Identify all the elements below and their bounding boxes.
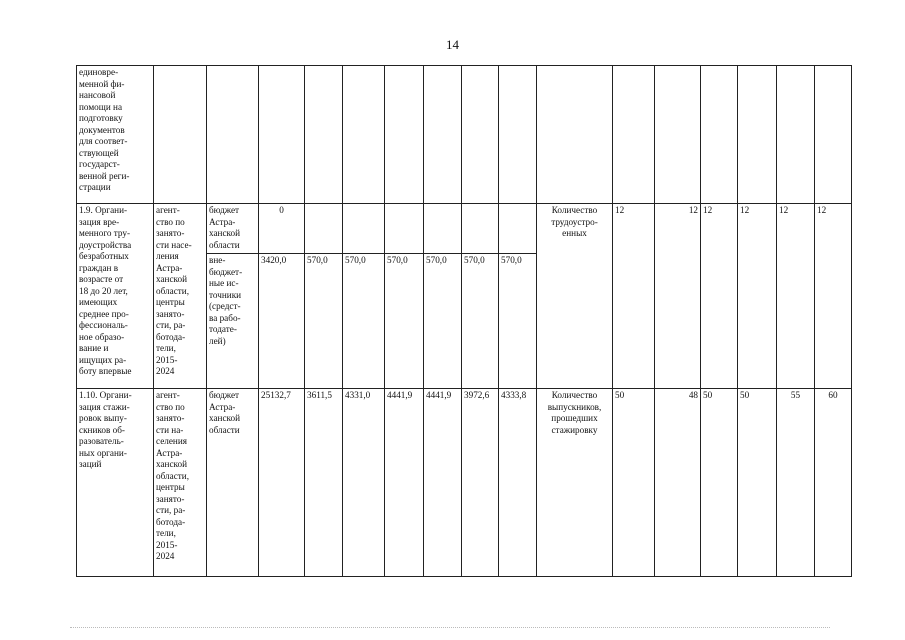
value-cell: 570,0 [462, 254, 499, 389]
value-cell [343, 204, 385, 254]
empty-cell [305, 66, 343, 204]
funding-source-cell: вне- бюджет- ные ис- точники (средст- ва рабо- тодате- лей) [207, 254, 259, 389]
value-cell: 25132,7 [259, 389, 305, 577]
activity-cell: 1.10. Органи- зация стажи- ровок выпу- скников об- разователь- ных органи- заций [77, 389, 154, 577]
indicator-value-cell: 50 [738, 389, 777, 577]
indicator-value-cell: 50 [701, 389, 738, 577]
executor-cell: агент- ство по занято- сти насе- ления Астра- ханской области, центры занято- сти, ра- ботода- тели, 2015- 2024 [154, 204, 207, 389]
empty-cell [815, 66, 852, 204]
page-number: 14 [446, 37, 459, 52]
indicator-value-cell: 48 [655, 389, 701, 577]
empty-cell [385, 66, 424, 204]
value-cell: 3972,6 [462, 389, 499, 577]
indicator-cell: Количество выпускников, прошедших стажировку [537, 389, 613, 577]
indicator-value-cell: 60 [815, 389, 852, 577]
value-cell: 570,0 [499, 254, 537, 389]
empty-cell [701, 66, 738, 204]
value-cell [305, 204, 343, 254]
funding-source-cell: бюджет Астра- ханской области [207, 204, 259, 254]
empty-cell [613, 66, 655, 204]
empty-cell [738, 66, 777, 204]
empty-cell [537, 66, 613, 204]
indicator-value-cell: 12 [815, 204, 852, 389]
empty-cell [343, 66, 385, 204]
value-cell [499, 204, 537, 254]
indicator-value-cell: 12 [738, 204, 777, 389]
table-row [77, 204, 852, 254]
empty-cell [777, 66, 815, 204]
value-cell: 570,0 [343, 254, 385, 389]
program-table [76, 65, 852, 577]
funding-source-cell: бюджет Астра- ханской области [207, 389, 259, 577]
empty-cell [655, 66, 701, 204]
value-cell: 570,0 [424, 254, 462, 389]
empty-cell [424, 66, 462, 204]
indicator-value-cell: 50 [613, 389, 655, 577]
empty-cell [154, 66, 207, 204]
indicator-cell: Количество трудоустро- енных [537, 204, 613, 389]
table-row [77, 66, 852, 204]
table-row [77, 389, 852, 577]
value-cell: 4441,9 [424, 389, 462, 577]
value-cell: 4333,8 [499, 389, 537, 577]
value-cell: 3611,5 [305, 389, 343, 577]
value-cell: 570,0 [305, 254, 343, 389]
activity-cell: единовре- менной фи- нансовой помощи на подготовку документов для соответ- ствующей государст- венной реги- страции [77, 66, 154, 204]
value-cell [462, 204, 499, 254]
indicator-value-cell: 12 [613, 204, 655, 389]
empty-cell [499, 66, 537, 204]
activity-cell: 1.9. Органи- зация вре- менного тру- доустройства безработных граждан в возрасте от 18 до 20 лет, имеющих среднее про- фессиональ- ное образо- вание и ищущих ра- боту впервые [77, 204, 154, 389]
executor-cell: агент- ство по занято- сти на- селения Астра- ханской области, центры занято- сти, ра- ботода- тели, 2015- 2024 [154, 389, 207, 577]
empty-cell [462, 66, 499, 204]
value-cell: 0 [259, 204, 305, 254]
indicator-value-cell: 12 [701, 204, 738, 389]
value-cell: 4331,0 [343, 389, 385, 577]
value-cell: 3420,0 [259, 254, 305, 389]
value-cell [424, 204, 462, 254]
indicator-value-cell: 12 [655, 204, 701, 389]
empty-cell [259, 66, 305, 204]
indicator-value-cell: 55 [777, 389, 815, 577]
value-cell: 570,0 [385, 254, 424, 389]
value-cell [385, 204, 424, 254]
empty-cell [207, 66, 259, 204]
scan-artifact-line [70, 627, 830, 629]
value-cell: 4441,9 [385, 389, 424, 577]
indicator-value-cell: 12 [777, 204, 815, 389]
